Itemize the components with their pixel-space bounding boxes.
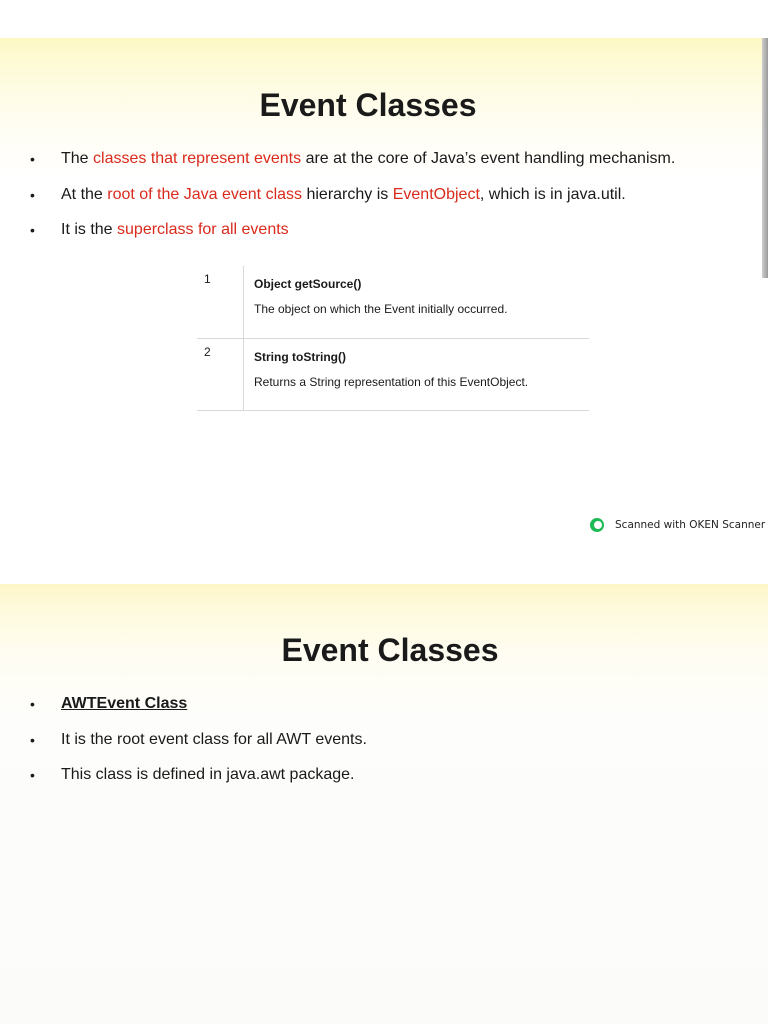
bullet-text: are at the core of Java’s event handling mechanism. bbox=[301, 150, 676, 167]
bullet-text: This class is defined in java.awt package. bbox=[61, 766, 355, 783]
scanner-watermark bbox=[590, 518, 765, 532]
slide-title: Event Classes bbox=[281, 632, 499, 668]
bullet-item bbox=[30, 694, 367, 730]
bullet-text: , which is in java.util. bbox=[479, 185, 626, 203]
table-row bbox=[197, 338, 589, 410]
highlighted-text: classes that represent events bbox=[93, 150, 302, 167]
bullet-dot: • bbox=[30, 731, 35, 748]
row-number: 1 bbox=[197, 266, 244, 338]
method-description: Returns a String representation of this EventObject. bbox=[254, 374, 529, 389]
bullet-list bbox=[30, 149, 675, 256]
table-row bbox=[197, 266, 589, 338]
slide-event-classes-1 bbox=[0, 38, 768, 500]
bullet-text: hierarchy is bbox=[302, 185, 393, 203]
bullet-dot: • bbox=[30, 222, 35, 238]
method-description: The object on which the Event initially occurred. bbox=[254, 302, 508, 316]
bullet-list bbox=[30, 694, 367, 801]
bullet-dot: • bbox=[30, 767, 35, 783]
slide-edge-shadow bbox=[762, 38, 768, 278]
method-cell bbox=[244, 266, 590, 338]
bullet-dot: • bbox=[30, 186, 35, 203]
bullet-dot: • bbox=[30, 696, 35, 712]
bullet-text: At the bbox=[61, 185, 108, 203]
highlighted-text: superclass for all events bbox=[117, 221, 289, 238]
bullet-item bbox=[30, 185, 675, 221]
methods-table bbox=[197, 266, 589, 411]
section-heading: AWTEvent Class bbox=[61, 695, 188, 712]
oken-scanner-logo-icon bbox=[590, 518, 607, 532]
highlighted-text: root of the Java event class bbox=[107, 185, 303, 203]
highlighted-text: EventObject bbox=[392, 185, 480, 203]
scanner-watermark-text: Scanned with OKEN Scanner bbox=[615, 519, 766, 531]
bullet-item bbox=[30, 220, 675, 256]
method-signature: String toString() bbox=[254, 349, 346, 364]
method-signature: Object getSource() bbox=[254, 277, 362, 291]
bullet-text: The bbox=[61, 150, 94, 167]
bullet-text: It is the bbox=[61, 221, 118, 238]
bullet-item bbox=[30, 765, 367, 801]
bullet-item bbox=[30, 149, 675, 185]
row-number: 2 bbox=[197, 338, 244, 410]
bullet-item bbox=[30, 730, 367, 766]
method-cell bbox=[244, 338, 590, 410]
bullet-text: It is the root event class for all AWT events. bbox=[61, 730, 367, 748]
slide-event-classes-2 bbox=[0, 584, 768, 1024]
bullet-dot: • bbox=[30, 151, 35, 167]
slide-title: Event Classes bbox=[259, 87, 477, 123]
